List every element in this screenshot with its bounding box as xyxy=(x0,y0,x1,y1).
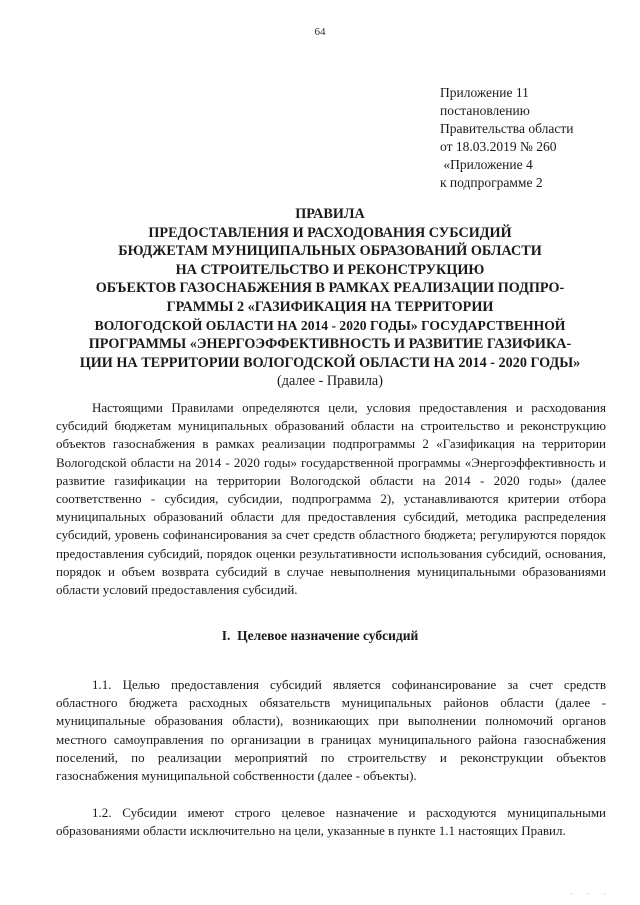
paragraph-1-2: 1.2. Субсидии имеют строго целевое назначение и расходуются муниципальными образованиями области исключительно на цели, указанные в пункте 1.1 настоящих Правил. xyxy=(56,805,606,839)
document-title xyxy=(40,205,620,391)
paragraph-1-1: 1.1. Целью предоставления субсидий является софинансирование за счет средств областного бюджета расходных обязательств муниципальных районов области (далее - муниципальные образования области), возникающих при выполнении полномочий органов местного самоуправления по организации в границах муниципального района газоснабжения поселений, по реализации мероприятий по строительству и реконструкции объектов газоснабжения муниципальной собственности (далее - объекты). xyxy=(56,677,606,784)
section-heading: I. Целевое назначение субсидий xyxy=(221,628,419,643)
appendix-line: «Приложение 4 xyxy=(440,157,533,172)
scan-artifact: · · · xyxy=(570,890,612,899)
title-line: БЮДЖЕТАМ МУНИЦИПАЛЬНЫХ ОБРАЗОВАНИЙ ОБЛАСТИ xyxy=(118,243,542,260)
appendix-line: к подпрограмме 2 xyxy=(440,175,543,190)
intro-paragraph: Настоящими Правилами определяются цели, условия предоставления и расходования субсидий бюджетам муниципальных образований области на строительство и реконструкцию объектов газоснабжения в рамках реализации подпрограммы 2 «Газификация на территории Вологодской области на 2014 - 2020 годы» государственной программы «Энергоэффективность и развитие газификации на территории Вологодской области на 2014 - 2020 годы» (далее соответственно - субсидия, субсидии, подпрограмма 2), устанавливаются критерии отбора муниципальных образований области для предоставления субсидий, методика распределения субсидий, уровень софинансирования за счет средств областного бюджета; регулируются порядок предоставления субсидий, порядок оценки результативности использования субсидий, основания, порядок и объем возврата субсидий в случае невыполнения муниципальными образованиями области условий предоставления субсидий. xyxy=(56,400,606,598)
appendix-line: постановлению xyxy=(440,103,530,118)
title-line: ВОЛОГОДСКОЙ ОБЛАСТИ НА 2014 - 2020 ГОДЫ» ГОСУДАРСТВЕННОЙ xyxy=(94,317,566,333)
title-line: ГРАММЫ 2 «ГАЗИФИКАЦИЯ НА ТЕРРИТОРИИ xyxy=(166,298,494,315)
title-line: ПРАВИЛА xyxy=(295,206,365,222)
appendix-line: Правительства области xyxy=(440,121,574,136)
page-number: 64 xyxy=(314,26,326,38)
appendix-line: от 18.03.2019 № 260 xyxy=(440,139,557,154)
appendix-reference xyxy=(440,84,630,192)
title-line: ПРЕДОСТАВЛЕНИЯ И РАСХОДОВАНИЯ СУБСИДИЙ xyxy=(148,224,512,241)
title-line: ОБЪЕКТОВ ГАЗОСНАБЖЕНИЯ В РАМКАХ РЕАЛИЗАЦИИ ПОДПРО- xyxy=(95,280,565,297)
title-note: (далее - Правила) xyxy=(277,373,383,390)
title-line: ПРОГРАММЫ «ЭНЕРГОЭФФЕКТИВНОСТЬ И РАЗВИТИЕ ГАЗИФИКА- xyxy=(88,336,572,353)
title-line: НА СТРОИТЕЛЬСТВО И РЕКОНСТРУКЦИЮ xyxy=(175,261,485,278)
appendix-line: Приложение 11 xyxy=(440,85,529,100)
title-line: ЦИИ НА ТЕРРИТОРИИ ВОЛОГОДСКОЙ ОБЛАСТИ НА 2014 - 2020 ГОДЫ» xyxy=(79,354,581,371)
